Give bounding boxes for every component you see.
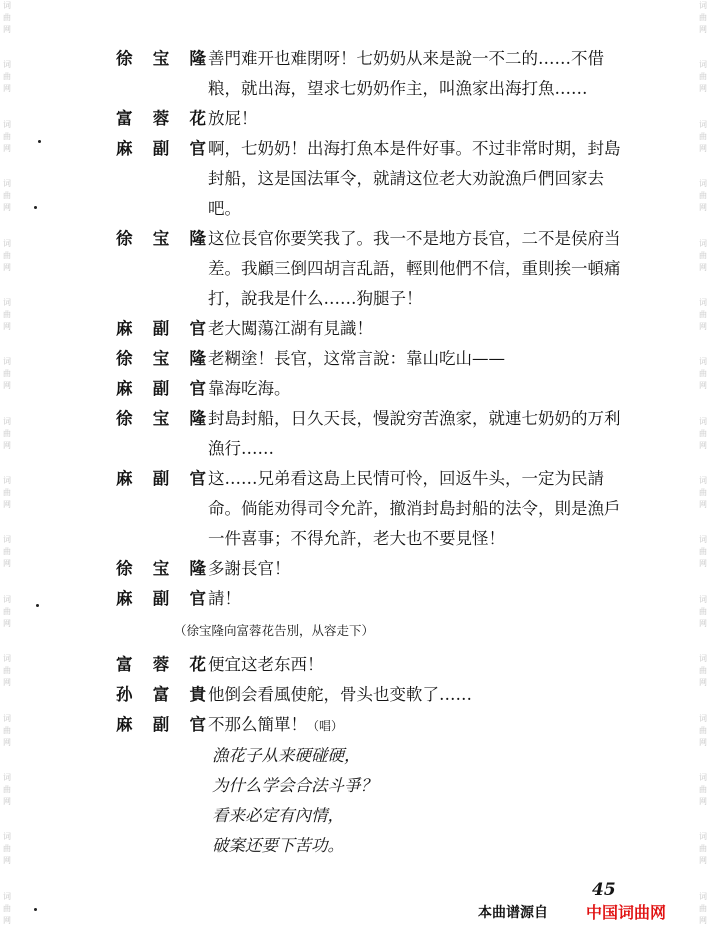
speaker-char: 宝 <box>152 559 170 578</box>
watermark-char: 词 <box>699 772 707 782</box>
watermark-group <box>3 653 11 712</box>
watermark-char: 曲 <box>699 903 707 913</box>
speaker-char: 隆 <box>189 229 206 248</box>
watermark-char: 曲 <box>699 488 707 497</box>
dialogue-line <box>116 104 636 134</box>
watermark-char: 词 <box>699 476 707 485</box>
watermark-char: 网 <box>699 203 707 213</box>
lyric-line: 漁花子从来硬碰硬， <box>212 746 361 765</box>
dialogue-text <box>208 44 636 104</box>
watermark-group <box>699 416 707 475</box>
watermark-group <box>3 356 11 415</box>
watermark-char: 曲 <box>3 725 11 735</box>
watermark-char: 曲 <box>3 250 11 260</box>
speaker-name <box>116 680 206 710</box>
dialogue-text-body: 老糊塗！長官，这常言說：靠山吃山—— <box>208 349 505 368</box>
watermark-char: 曲 <box>3 844 11 854</box>
speaker-name <box>116 344 206 374</box>
dialogue-text <box>208 650 636 680</box>
dialogue-text-body: 請！ <box>208 589 241 608</box>
dialogue-text-body: 善門难开也难閉呀！七奶奶从来是說一不二的……不借粮，就出海，望求七奶奶作主，叫漁家出海打魚…… <box>208 49 604 98</box>
watermark-group <box>3 238 11 297</box>
dialogue-text <box>208 464 636 554</box>
dialogue-text <box>208 224 636 314</box>
watermark-group <box>699 594 707 653</box>
watermark-group <box>699 59 707 118</box>
speaker-name <box>116 554 206 584</box>
watermark-char: 曲 <box>699 131 707 141</box>
speaker-char: 隆 <box>189 409 206 428</box>
watermark-char: 网 <box>699 25 707 34</box>
speaker-char: 徐 <box>116 49 133 68</box>
speaker-char: 官 <box>189 589 206 608</box>
watermark-char: 词 <box>3 179 11 189</box>
dialogue-text <box>208 314 636 344</box>
watermark-char: 网 <box>3 678 11 688</box>
watermark-char: 曲 <box>3 428 11 438</box>
watermark-char: 词 <box>3 654 11 664</box>
watermark-char: 曲 <box>699 13 707 22</box>
watermark-char: 词 <box>3 891 11 901</box>
watermark-group <box>3 713 11 772</box>
dialogue-line <box>116 344 636 374</box>
watermark-char: 词 <box>699 416 707 426</box>
speaker-char: 富 <box>152 685 170 704</box>
speaker-char: 官 <box>189 139 206 158</box>
watermark-char: 词 <box>699 535 707 545</box>
speaker-char: 徐 <box>116 229 133 248</box>
speaker-char: 麻 <box>116 469 133 488</box>
speaker-name <box>116 314 206 344</box>
dialogue-line <box>116 224 636 314</box>
speaker-name <box>116 374 206 404</box>
watermark-char: 曲 <box>699 309 707 319</box>
watermark-char: 曲 <box>3 369 11 379</box>
watermark-group <box>3 534 11 593</box>
watermark-char: 网 <box>699 84 707 94</box>
watermark-group <box>3 772 11 831</box>
watermark-group <box>3 178 11 237</box>
watermark-char: 词 <box>3 713 11 723</box>
watermark-char: 曲 <box>699 606 707 616</box>
speaker-name <box>116 44 206 74</box>
speaker-char: 麻 <box>116 319 133 338</box>
speaker-char: 麻 <box>116 589 133 608</box>
watermark-group <box>699 713 707 772</box>
watermark-char: 曲 <box>3 547 11 557</box>
speaker-name <box>116 710 206 740</box>
watermark-group <box>3 416 11 475</box>
print-speck <box>38 140 41 143</box>
watermark-group <box>3 0 11 59</box>
dialogue-line <box>116 710 636 741</box>
watermark-char: 词 <box>699 594 707 604</box>
watermark-char: 曲 <box>3 13 11 22</box>
watermark-char: 网 <box>3 737 11 747</box>
watermark-group <box>699 475 707 534</box>
watermark-char: 词 <box>3 594 11 604</box>
watermark-group <box>699 297 707 356</box>
watermark-char: 网 <box>3 559 11 569</box>
watermark-char: 曲 <box>699 666 707 676</box>
speaker-char: 官 <box>189 715 206 734</box>
watermark-char: 网 <box>699 678 707 688</box>
watermark-char: 词 <box>3 297 11 307</box>
watermark-char: 网 <box>699 440 707 450</box>
watermark-char: 网 <box>3 381 11 391</box>
dialogue-text <box>208 344 636 374</box>
watermark-char: 曲 <box>3 903 11 913</box>
dialogue-text <box>208 554 636 584</box>
dialogue-text-body: 放屁！ <box>208 109 258 128</box>
watermark-group <box>699 772 707 831</box>
speaker-char: 蓉 <box>152 109 170 128</box>
dialogue-line <box>116 584 636 614</box>
speaker-name <box>116 584 206 614</box>
print-speck <box>36 604 39 607</box>
watermark-group <box>3 831 11 890</box>
watermark-group <box>699 653 707 712</box>
dialogue-line <box>116 680 636 710</box>
speaker-char: 隆 <box>189 559 206 578</box>
watermark-group <box>699 238 707 297</box>
watermark-char: 曲 <box>699 547 707 557</box>
speaker-char: 花 <box>189 109 206 128</box>
watermark-char: 词 <box>3 357 11 367</box>
speaker-char: 副 <box>152 139 170 158</box>
watermark-char: 词 <box>3 832 11 842</box>
watermark-char: 词 <box>699 1 707 10</box>
watermark-group <box>699 0 707 59</box>
dialogue-line <box>116 134 636 224</box>
watermark-char: 曲 <box>699 250 707 260</box>
watermark-char: 网 <box>3 440 11 450</box>
speaker-char: 麻 <box>116 139 133 158</box>
watermark-char: 词 <box>699 119 707 129</box>
speaker-char: 徐 <box>116 349 133 368</box>
watermark-char: 网 <box>699 321 707 331</box>
watermark-char: 曲 <box>699 428 707 438</box>
watermark-char: 网 <box>699 856 707 866</box>
watermark-char: 网 <box>699 796 707 806</box>
speaker-char: 富 <box>116 109 133 128</box>
watermark-char: 词 <box>3 1 11 10</box>
dialogue-line <box>116 554 636 584</box>
watermark-char: 网 <box>3 618 11 628</box>
watermark-char: 曲 <box>699 369 707 379</box>
dialogue-text <box>208 104 636 134</box>
watermark-char: 词 <box>3 535 11 545</box>
watermark-char: 网 <box>3 262 11 272</box>
speaker-name <box>116 464 206 494</box>
speaker-char: 宝 <box>152 229 170 248</box>
watermark-char: 网 <box>699 559 707 569</box>
dialogue-text <box>208 584 636 614</box>
watermark-char: 词 <box>3 238 11 248</box>
speaker-char: 花 <box>189 655 206 674</box>
watermark-group <box>699 831 707 890</box>
watermark-char: 词 <box>699 238 707 248</box>
speaker-name <box>116 404 206 434</box>
watermark-group <box>699 119 707 178</box>
watermark-char: 曲 <box>3 488 11 497</box>
watermark-char: 词 <box>3 416 11 426</box>
dialogue-text-body: 封島封船，日久天長，慢說穷苦漁家，就連七奶奶的万利漁行…… <box>208 409 621 458</box>
watermark-char: 网 <box>3 915 11 925</box>
watermark-char: 网 <box>3 25 11 34</box>
lyric-line: 为什么学会合法斗爭？ <box>212 776 377 795</box>
watermark-char: 词 <box>699 832 707 842</box>
speaker-char: 副 <box>152 319 170 338</box>
page-number: 45 <box>592 880 616 900</box>
watermark-char: 网 <box>699 737 707 747</box>
speaker-char: 麻 <box>116 379 133 398</box>
script-page <box>116 44 636 861</box>
watermark-char: 词 <box>3 119 11 129</box>
watermark-char: 曲 <box>699 784 707 794</box>
speaker-char: 徐 <box>116 559 133 578</box>
speaker-char: 麻 <box>116 715 133 734</box>
print-speck <box>34 206 37 209</box>
dialogue-line <box>116 464 636 554</box>
speaker-char: 蓉 <box>152 655 170 674</box>
dialogue-text-body: 他倒会看風使舵，骨头也变軟了…… <box>208 685 472 704</box>
speaker-char: 副 <box>152 589 170 608</box>
watermark-char: 词 <box>699 297 707 307</box>
dialogue-text-body: 这……兄弟看这島上民情可怜，回返牛头，一定为民請命。倘能劝得司令允許，撤消封島封船的法令，則是漁戶一件喜事；不得允許，老大也不要見怪！ <box>208 469 621 548</box>
speaker-char: 副 <box>152 469 170 488</box>
watermark-char: 曲 <box>3 191 11 201</box>
watermark-char: 曲 <box>699 725 707 735</box>
watermark-group <box>3 119 11 178</box>
watermark-char: 网 <box>699 915 707 925</box>
dialogue-text-body: 这位長官你要笑我了。我一不是地方長官，二不是侯府当差。我顧三倒四胡言乱語，輕則他們不信，重則挨一頓痛打，說我是什么……狗腿子！ <box>208 229 621 308</box>
speaker-name <box>116 104 206 134</box>
dialogue-text-body: 多謝長官！ <box>208 559 291 578</box>
speaker-char: 官 <box>189 319 206 338</box>
watermark-char: 网 <box>699 381 707 391</box>
speaker-char: 副 <box>152 715 170 734</box>
watermark-char: 网 <box>3 500 11 509</box>
dialogue-text <box>208 134 636 224</box>
watermark-char: 网 <box>699 500 707 509</box>
dialogue-text-body: 不那么簡單！ <box>208 715 307 734</box>
watermark-char: 词 <box>699 60 707 70</box>
watermark-char: 词 <box>699 357 707 367</box>
dialogue-text-body: 便宜这老东西！ <box>208 655 324 674</box>
watermark-group <box>3 891 11 950</box>
stage-direction: （徐宝隆向富蓉花告別，从容走下） <box>174 623 375 638</box>
footer-source-label: 本曲谱源自 <box>478 905 548 921</box>
watermark-char: 曲 <box>3 72 11 82</box>
watermark-char: 曲 <box>699 191 707 201</box>
watermark-group <box>3 297 11 356</box>
watermark-char: 曲 <box>699 72 707 82</box>
watermark-char: 词 <box>699 179 707 189</box>
print-speck <box>34 908 37 911</box>
watermark-group <box>699 178 707 237</box>
watermark-group <box>699 356 707 415</box>
watermark-group <box>699 534 707 593</box>
dialogue-line <box>116 314 636 344</box>
speaker-char: 宝 <box>152 349 170 368</box>
watermark-char: 曲 <box>3 784 11 794</box>
watermark-char: 曲 <box>3 309 11 319</box>
watermark-char: 词 <box>699 713 707 723</box>
speaker-char: 宝 <box>152 409 170 428</box>
watermark-group <box>3 594 11 653</box>
dialogue-text-body: 老大闖蕩江湖有見識！ <box>208 319 373 338</box>
speaker-char: 徐 <box>116 409 133 428</box>
speaker-char: 富 <box>116 655 133 674</box>
watermark-left <box>0 0 14 950</box>
speaker-name <box>116 134 206 164</box>
watermark-right <box>696 0 710 950</box>
speaker-char: 官 <box>189 469 206 488</box>
watermark-char: 曲 <box>3 666 11 676</box>
speaker-char: 貴 <box>189 685 206 704</box>
speaker-char: 宝 <box>152 49 170 68</box>
watermark-char: 词 <box>3 60 11 70</box>
watermark-char: 曲 <box>3 606 11 616</box>
dialogue-line <box>116 650 636 680</box>
watermark-group <box>3 475 11 534</box>
watermark-char: 网 <box>3 84 11 94</box>
watermark-char: 曲 <box>699 844 707 854</box>
dialogue-line <box>116 44 636 104</box>
footer-site-link[interactable]: 中国词曲网 <box>586 903 667 922</box>
watermark-char: 网 <box>699 143 707 153</box>
watermark-char: 词 <box>3 476 11 485</box>
speaker-char: 隆 <box>189 349 206 368</box>
speaker-name <box>116 650 206 680</box>
watermark-group <box>699 891 707 950</box>
sing-note: （唱） <box>307 719 344 733</box>
dialogue-text <box>208 710 636 741</box>
watermark-char: 词 <box>699 654 707 664</box>
speaker-name <box>116 224 206 254</box>
speaker-char: 隆 <box>189 49 206 68</box>
watermark-char: 网 <box>3 321 11 331</box>
dialogue-text-body: 啊，七奶奶！出海打魚本是件好事。不过非常时期，封島封船，这是国法軍令，就請这位老大劝說漁戶們回家去吧。 <box>208 139 621 218</box>
lyric-line: 破案还要下苦功。 <box>212 836 344 855</box>
speaker-char: 孙 <box>116 685 133 704</box>
watermark-char: 网 <box>3 856 11 866</box>
dialogue-text-body: 靠海吃海。 <box>208 379 291 398</box>
dialogue-text <box>208 404 636 464</box>
watermark-char: 网 <box>3 203 11 213</box>
speaker-char: 副 <box>152 379 170 398</box>
lyric-line: 看来必定有內情， <box>212 806 344 825</box>
watermark-char: 词 <box>3 772 11 782</box>
watermark-char: 词 <box>699 891 707 901</box>
watermark-char: 网 <box>3 143 11 153</box>
watermark-char: 网 <box>699 618 707 628</box>
dialogue-text <box>208 374 636 404</box>
dialogue-text <box>208 680 636 710</box>
watermark-char: 网 <box>3 796 11 806</box>
watermark-char: 曲 <box>3 131 11 141</box>
watermark-group <box>3 59 11 118</box>
dialogue-line <box>116 374 636 404</box>
dialogue-line <box>116 404 636 464</box>
speaker-char: 官 <box>189 379 206 398</box>
watermark-char: 网 <box>699 262 707 272</box>
